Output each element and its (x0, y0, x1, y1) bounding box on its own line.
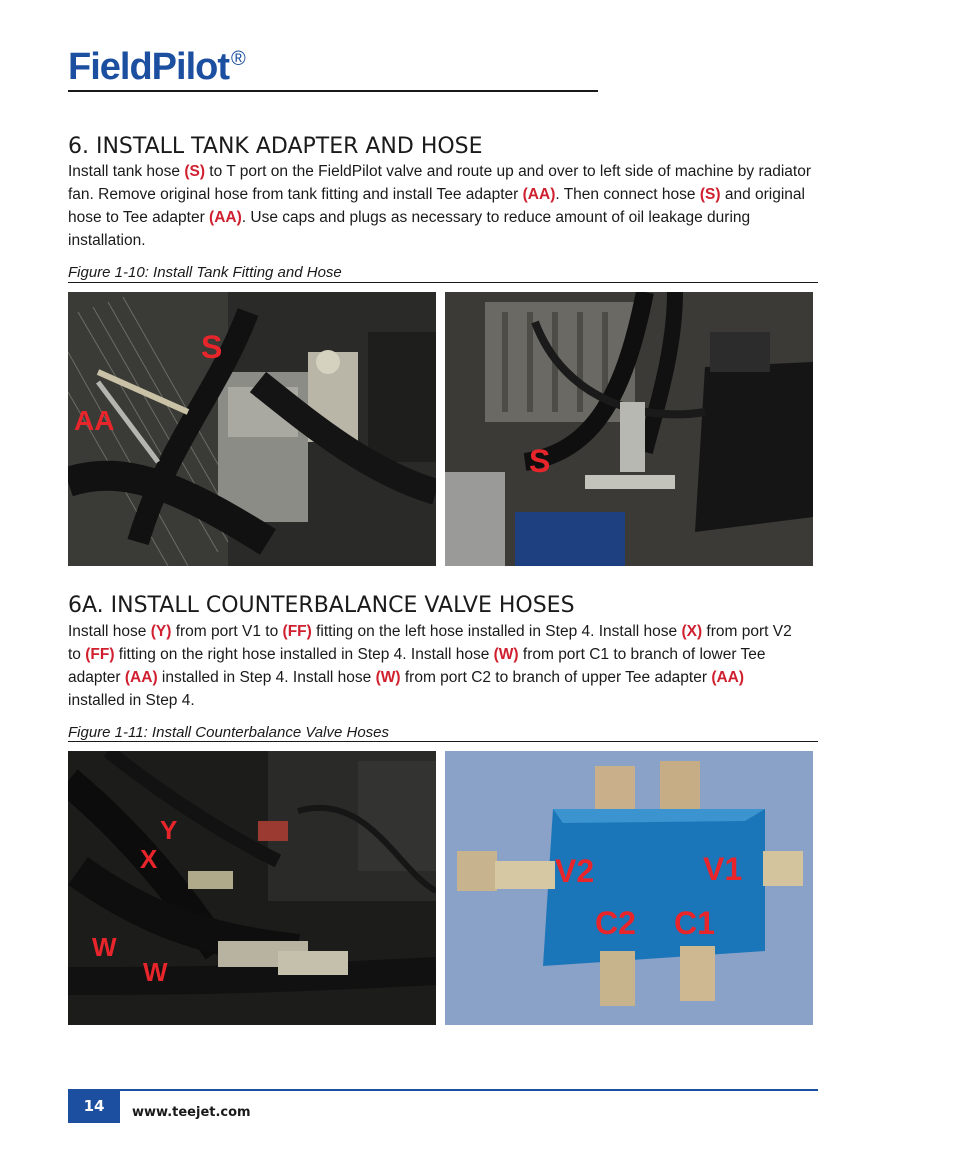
photo-tank-fitting-radiator (68, 292, 436, 566)
figure-1-11-caption: Figure 1-11: Install Counterbalance Valve Hoses (68, 724, 390, 741)
fieldpilot-logo (68, 46, 245, 89)
figure-1-11-rule (68, 741, 818, 742)
photo-counterbalance-hoses (68, 751, 436, 1025)
footer-url: www.teejet.com (132, 1105, 251, 1120)
label-y: Y (160, 815, 178, 845)
label-v2: V2 (555, 853, 595, 889)
label-s-left: S (201, 329, 223, 365)
label-aa: AA (74, 405, 115, 436)
footer-rule (68, 1089, 818, 1091)
label-c2: C2 (595, 905, 636, 941)
label-v1: V1 (703, 851, 743, 887)
logo-text: FieldPilot (68, 46, 229, 88)
label-x: X (140, 844, 158, 874)
label-w-lower: W (143, 957, 168, 987)
label-c1: C1 (674, 905, 715, 941)
registered-mark: ® (231, 48, 245, 70)
figure-1-10-rule (68, 282, 818, 283)
section-6a-title: 6A. INSTALL COUNTERBALANCE VALVE HOSES (68, 593, 575, 618)
page-number: 14 (68, 1091, 120, 1123)
figure-1-10-caption: Figure 1-10: Install Tank Fitting and Hose (68, 264, 342, 281)
label-w-upper: W (92, 932, 117, 962)
section-6-paragraph: Install tank hose (S) to T port on the FieldPilot valve and route up and over to left side of machine by radiator fan. Remove original hose from tank fitting and install Tee adapter (AA). Then connect hose (S) and original hose to Tee adapter (AA). Use caps and plugs as necessary to reduce amount of oil leakage during installation. (68, 163, 812, 249)
photo-counterbalance-valve (445, 751, 813, 1025)
section-6-title: 6. INSTALL TANK ADAPTER AND HOSE (68, 134, 483, 159)
photo-tank-hose-valve (445, 292, 813, 566)
label-s-right: S (529, 443, 551, 479)
header-rule (68, 90, 598, 92)
section-6a-paragraph: Install hose (Y) from port V1 to (FF) fitting on the left hose installed in Step 4. Install hose (X) from port V2 to (FF) fitting on the right hose installed in Step 4. Install hose (W) from port C1 to branch of lower Tee adapter (AA) installed in Step 4. Install hose (W) from port C2 to branch of upper Tee adapter (AA) installed in Step 4. (68, 623, 792, 709)
